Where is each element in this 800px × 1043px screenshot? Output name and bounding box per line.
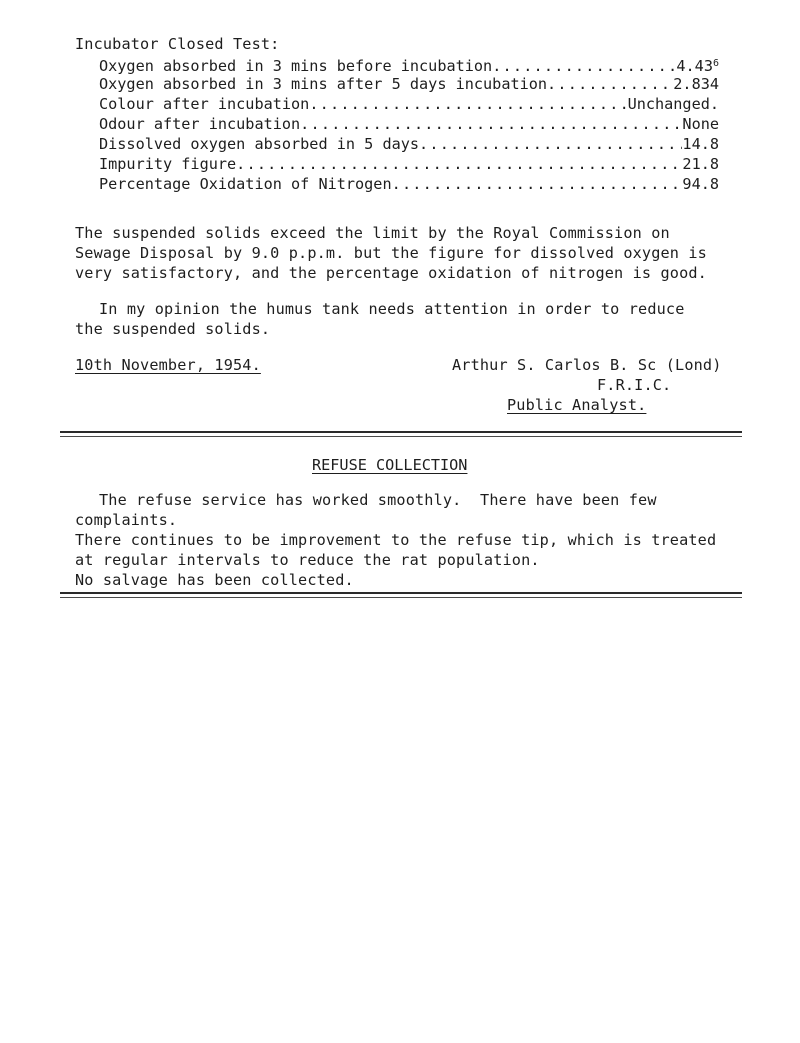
result-label: Dissolved oxygen absorbed in 5 days [99, 135, 420, 153]
result-row [99, 54, 719, 74]
paragraph-line: No salvage has been collected. [75, 571, 354, 589]
result-label: Impurity figure [99, 155, 237, 173]
result-label: Percentage Oxidation of Nitrogen [99, 175, 392, 193]
result-value-text: 14.8 [682, 135, 719, 153]
dot-leader [392, 174, 683, 194]
result-value [682, 114, 719, 134]
dot-leader [300, 114, 682, 134]
analyst-name: Arthur S. Carlos B. Sc (Lond) [452, 356, 722, 374]
dot-leader [236, 154, 682, 174]
incubator-test-title: Incubator Closed Test: [75, 35, 280, 53]
dot-leader [419, 134, 682, 154]
dot-leader [309, 94, 627, 114]
result-row [99, 154, 719, 174]
result-row [99, 74, 719, 94]
paragraph-line: In my opinion the humus tank needs attention in order to reduce [99, 300, 685, 318]
refuse-collection-heading: REFUSE COLLECTION [312, 456, 468, 474]
paragraph-line: the suspended solids. [75, 320, 271, 338]
result-value-text: 94.8 [682, 175, 719, 193]
page-bottom-divider [60, 592, 742, 594]
dot-leader [492, 56, 676, 76]
result-value-superscript: 6 [712, 58, 719, 69]
paragraph-line: There continues to be improvement to the refuse tip, which is treated [75, 531, 717, 549]
paragraph-line: very satisfactory, and the percentage oxidation of nitrogen is good. [75, 264, 707, 282]
result-value [682, 174, 719, 194]
result-value-text: None [682, 115, 719, 133]
result-value [682, 134, 719, 154]
paragraph-line: Sewage Disposal by 9.0 p.p.m. but the figure for dissolved oxygen is [75, 244, 707, 262]
result-value [628, 94, 719, 114]
section-divider-thin [60, 436, 742, 437]
report-date: 10th November, 1954. [75, 356, 261, 374]
page-bottom-divider-thin [60, 597, 742, 598]
result-row [99, 94, 719, 114]
result-value-text: 2.834 [673, 75, 719, 93]
paragraph-line: at regular intervals to reduce the rat population. [75, 551, 540, 569]
result-label: Oxygen absorbed in 3 mins after 5 days incubation [99, 75, 548, 93]
result-value-text: Unchanged. [627, 95, 719, 113]
paragraph-line: The suspended solids exceed the limit by the Royal Commission on [75, 224, 670, 242]
analyst-qualification: F.R.I.C. [597, 376, 672, 394]
section-divider [60, 431, 742, 433]
result-label: Colour after incubation [99, 95, 310, 113]
paragraph-line: The refuse service has worked smoothly. There have been few [99, 491, 657, 509]
result-value [682, 154, 719, 174]
result-value-text: 21.8 [682, 155, 719, 173]
result-label: Oxygen absorbed in 3 mins before incubation [99, 57, 493, 75]
result-row [99, 114, 719, 134]
result-row [99, 174, 719, 194]
result-value [676, 54, 719, 76]
paragraph-line: complaints. [75, 511, 178, 529]
result-label: Odour after incubation [99, 115, 301, 133]
dot-leader [547, 74, 673, 94]
result-value-text: 4.43 [676, 57, 713, 75]
analyst-title: Public Analyst. [507, 396, 647, 414]
result-value [673, 74, 719, 94]
result-row [99, 134, 719, 154]
